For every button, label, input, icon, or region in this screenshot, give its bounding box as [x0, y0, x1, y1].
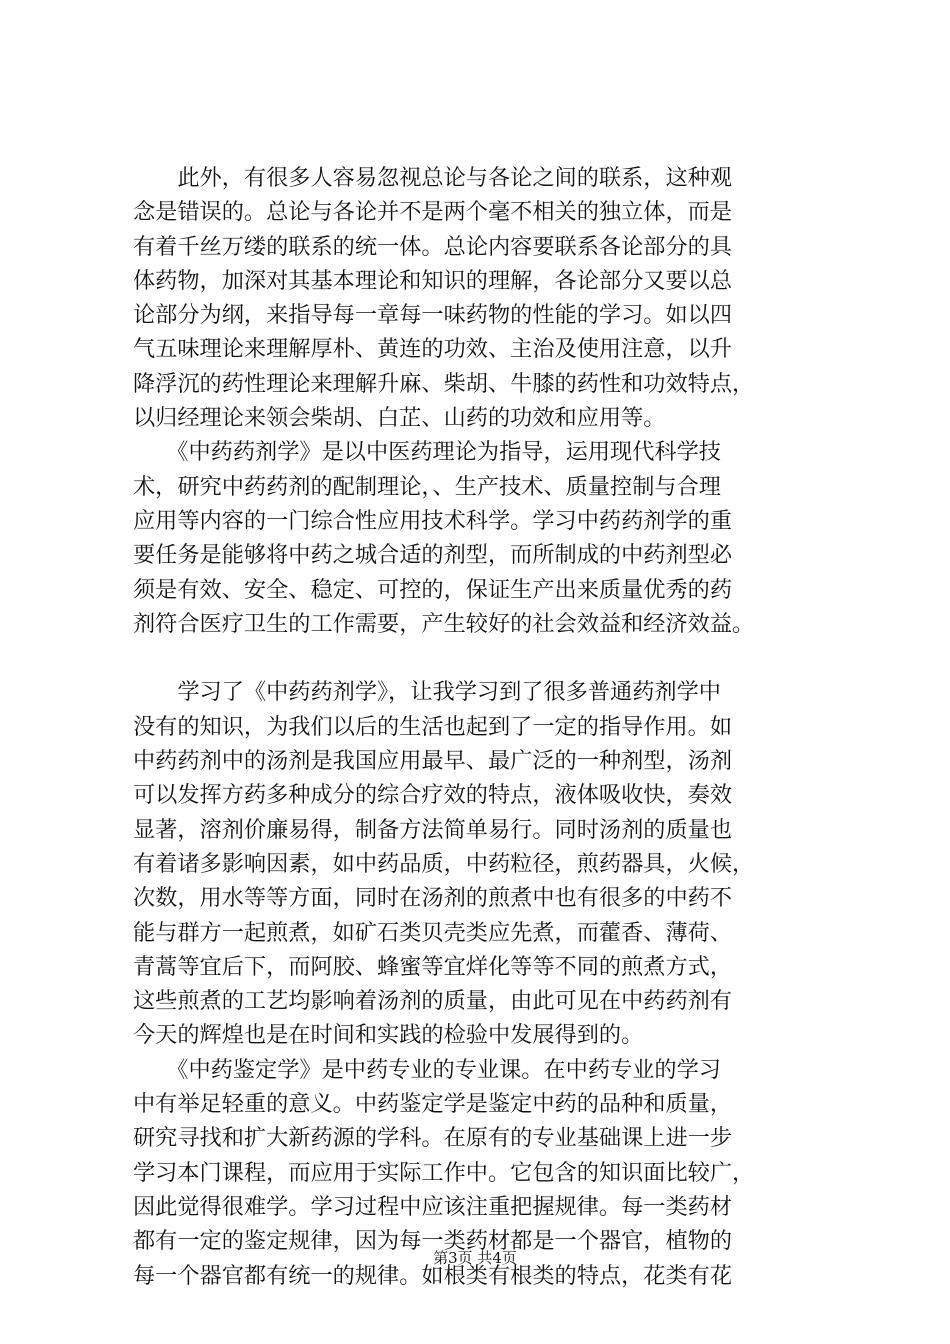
text-line: 要任务是能够将中药之城合适的剂型，而所制成的中药剂型必 [133, 542, 733, 569]
text-line: 有着千丝万缕的联系的统一体。总论内容要联系各论部分的具 [133, 233, 733, 260]
text-line: 能与群方一起煎煮，如矿石类贝壳类应先煮，而藿香、薄荷、 [133, 919, 733, 946]
text-line: 应用等内容的一门综合性应用技术科学。学习中药药剂学的重 [133, 507, 733, 534]
text-line: 术，研究中药药剂的配制理论，、生产技术、质量控制与合理 [133, 473, 721, 500]
text-line: 都有一定的鉴定规律，因为每一类药材都是一个器官，植物的 [133, 1228, 733, 1255]
text-line: 须是有效、安全、稳定、可控的，保证生产出来质量优秀的药 [133, 576, 733, 603]
text-line: 《中药药剂学》是以中医药理论为指导，运用现代科学技 [133, 439, 721, 466]
text-line: 研究寻找和扩大新药源的学科。在原有的专业基础课上进一步 [133, 1125, 733, 1152]
text-line: 有着诸多影响因素，如中药品质，中药粒径，煎药器具，火候， [133, 850, 755, 877]
blank-line [133, 641, 833, 675]
text-line: 这些煎煮的工艺均影响着汤剂的质量，由此可见在中药药剂有 [133, 988, 733, 1015]
text-line: 剂符合医疗卫生的工作需要，产生较好的社会效益和经济效益。 [133, 610, 755, 637]
text-line: 中药药剂中的汤剂是我国应用最早、最广泛的一种剂型，汤剂 [133, 748, 733, 775]
text-line: 显著，溶剂价廉易得，制备方法简单易行。同时汤剂的质量也 [133, 816, 733, 843]
text-line: 中有举足轻重的意义。中药鉴定学是鉴定中药的品种和质量， [133, 1091, 733, 1118]
text-line: 每一个器官都有统一的规律。如根类有根类的特点，花类有花 [133, 1262, 733, 1289]
text-line: 念是错误的。总论与各论并不是两个毫不相关的独立体，而是 [133, 199, 733, 226]
text-line: 体药物，加深对其基本理论和知识的理解，各论部分又要以总 [133, 267, 733, 294]
text-line: 青蒿等宜后下，而阿胶、蜂蜜等宜烊化等等不同的煎煮方式， [133, 953, 733, 980]
text-line: 气五味理论来理解厚朴、黄连的功效、主治及使用注意，以升 [133, 336, 733, 363]
text-line: 学习本门课程，而应用于实际工作中。它包含的知识面比较广， [133, 1159, 755, 1186]
text-line: 以归经理论来领会柴胡、白芷、山药的功效和应用等。 [133, 405, 666, 432]
text-line: 次数，用水等等方面，同时在汤剂的煎煮中也有很多的中药不 [133, 885, 733, 912]
text-line: 因此觉得很难学。学习过程中应该注重把握规律。每一类药材 [133, 1193, 733, 1220]
page-footer: 第3页 共4页 [433, 1249, 517, 1267]
text-line: 没有的知识，为我们以后的生活也起到了一定的指导作用。如 [133, 713, 733, 740]
text-line: 《中药鉴定学》是中药专业的专业课。在中药专业的学习 [133, 1056, 721, 1083]
body-text [133, 161, 833, 1293]
text-line: 可以发挥方药多种成分的综合疗效的特点，液体吸收快，奏效 [133, 782, 733, 809]
text-line: 论部分为纲，来指导每一章每一味药物的性能的学习。如以四 [133, 302, 733, 329]
text-line: 降浮沉的药性理论来理解升麻、柴胡、牛膝的药性和功效特点， [133, 370, 755, 397]
text-line: 今天的辉煌也是在时间和实践的检验中发展得到的。 [133, 1022, 644, 1049]
text-line: 此外，有很多人容易忽视总论与各论之间的联系，这种观 [133, 165, 733, 191]
text-line: 学习了《中药药剂学》，让我学习到了很多普通药剂学中 [133, 679, 721, 706]
